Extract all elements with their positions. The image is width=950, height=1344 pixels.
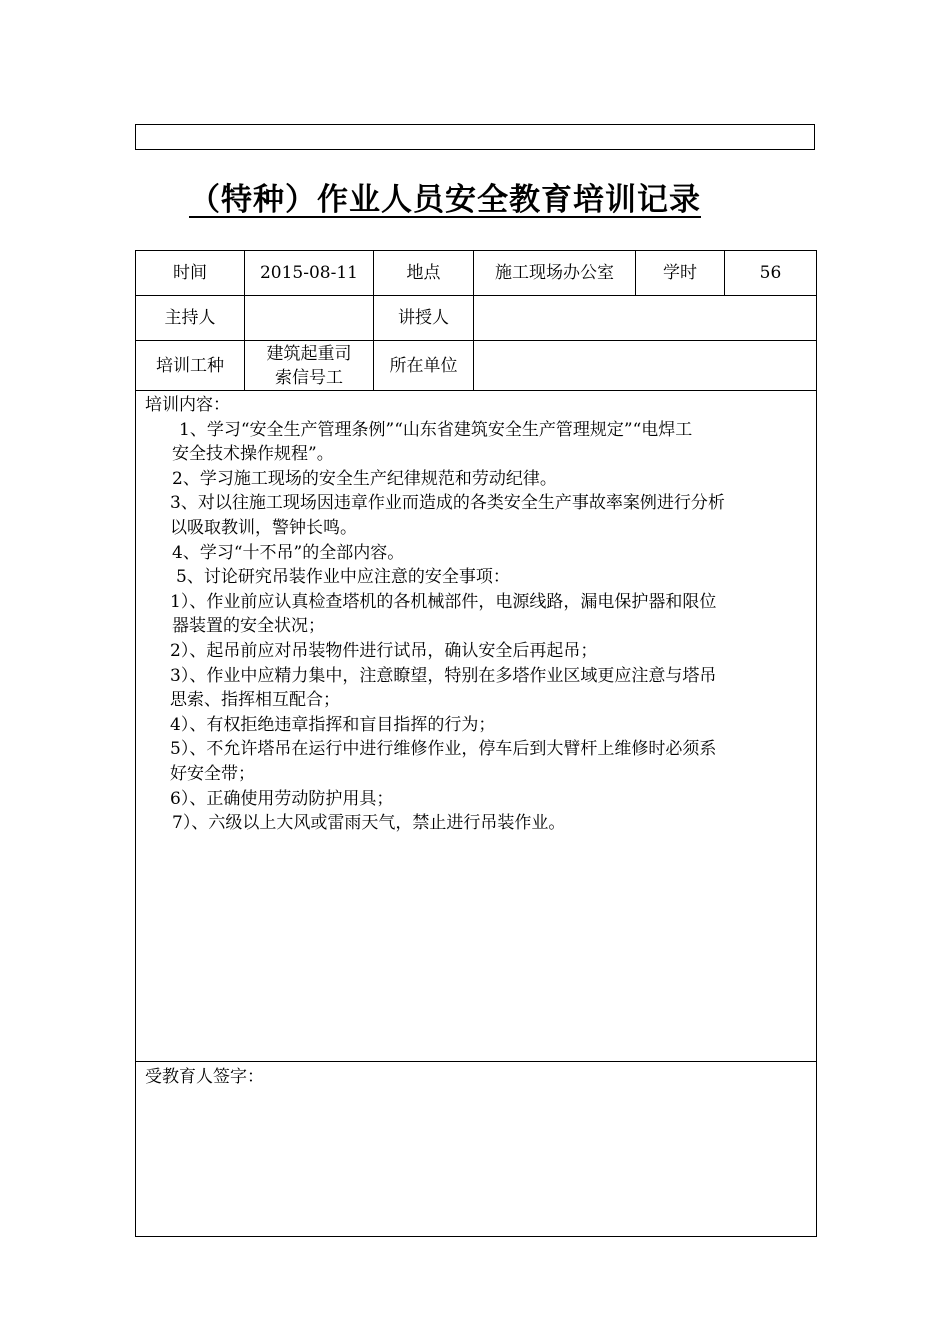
hours-label: 学时 <box>636 251 725 296</box>
host-value <box>245 296 374 341</box>
row-time-place <box>136 251 817 296</box>
lecturer-label: 讲授人 <box>374 296 474 341</box>
place-label: 地点 <box>374 251 474 296</box>
document-title-text: （特种）作业人员安全教育培训记录 <box>189 182 701 218</box>
trade-value-line1: 建筑起重司 <box>266 343 352 364</box>
host-label: 主持人 <box>136 296 245 341</box>
content-line: 1）、作业前应认真检查塔机的各机械部件，电源线路，漏电保护器和限位 <box>170 591 717 612</box>
training-content-cell <box>136 391 817 1062</box>
time-label: 时间 <box>136 251 245 296</box>
content-line: 思索、指挥相互配合； <box>170 690 340 711</box>
training-record-table <box>135 250 817 1237</box>
signature-cell <box>136 1062 817 1237</box>
content-line: 好安全带； <box>170 763 255 784</box>
row-signature <box>136 1062 817 1237</box>
content-heading: 培训内容： <box>145 395 230 415</box>
unit-label: 所在单位 <box>374 341 474 391</box>
hours-value: 56 <box>725 251 817 296</box>
content-line: 4、学习“十不吊”的全部内容。 <box>172 542 405 563</box>
content-line: 2、学习施工现场的安全生产纪律规范和劳动纪律。 <box>172 468 557 489</box>
unit-value <box>474 341 817 391</box>
header-box <box>135 124 815 150</box>
content-line: 器装置的安全状况； <box>172 616 325 637</box>
content-line: 以吸取教训，警钟长鸣。 <box>170 517 357 538</box>
row-host-lecturer <box>136 296 817 341</box>
lecturer-value <box>474 296 817 341</box>
content-line: 4）、有权拒绝违章指挥和盲目指挥的行为； <box>170 714 496 735</box>
content-line: 1、学习“安全生产管理条例”“山东省建筑安全生产管理规定”“电焊工 <box>179 419 693 440</box>
signature-label: 受教育人签字： <box>145 1067 264 1087</box>
row-trade-unit <box>136 341 817 391</box>
trade-value <box>245 341 374 391</box>
trade-label: 培训工种 <box>136 341 245 391</box>
row-content <box>136 391 817 1062</box>
content-line: 2）、起吊前应对吊装物件进行试吊，确认安全后再起吊； <box>170 640 598 661</box>
time-value: 2015-08-11 <box>245 251 374 296</box>
content-line: 3、对以往施工现场因违章作业而造成的各类安全生产事故率案例进行分析 <box>170 493 725 514</box>
trade-value-line2: 索信号工 <box>275 367 343 388</box>
place-value: 施工现场办公室 <box>474 251 636 296</box>
content-line: 5、讨论研究吊装作业中应注意的安全事项： <box>176 567 510 588</box>
content-line: 安全技术操作规程”。 <box>172 444 334 465</box>
document-title <box>0 176 890 224</box>
content-line: 7）、六级以上大风或雷雨天气，禁止进行吊装作业。 <box>172 813 566 834</box>
content-line: 3）、作业中应精力集中，注意瞭望，特别在多塔作业区域更应注意与塔吊 <box>170 665 717 686</box>
content-line: 6）、正确使用劳动防护用具； <box>170 788 394 809</box>
content-line: 5）、不允许塔吊在运行中进行维修作业，停车后到大臂杆上维修时必须系 <box>170 739 717 760</box>
